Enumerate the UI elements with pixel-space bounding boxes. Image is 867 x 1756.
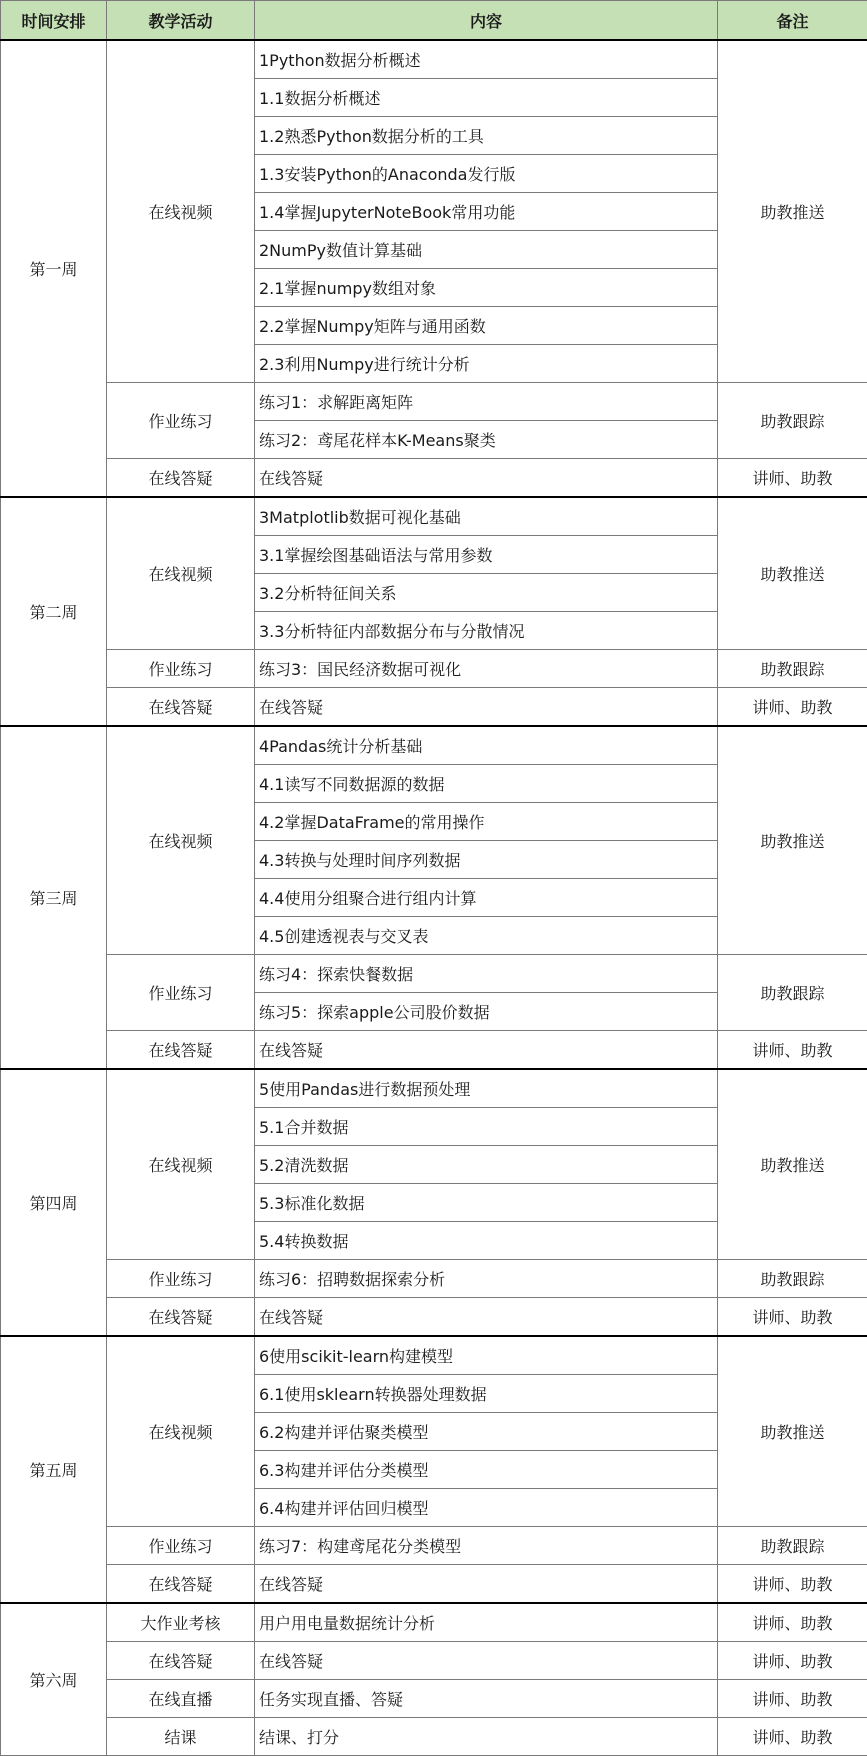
content-cell: 练习4：探索快餐数据: [255, 955, 718, 993]
note-cell: 助教推送: [718, 40, 867, 383]
table-row: [1, 1031, 867, 1070]
content-cell: 6.2构建并评估聚类模型: [255, 1413, 718, 1451]
content-cell: 5.1合并数据: [255, 1108, 718, 1146]
note-cell: 讲师、助教: [718, 688, 867, 727]
activity-cell: 作业练习: [107, 955, 255, 1031]
note-cell: 助教跟踪: [718, 383, 867, 459]
table-body: [1, 40, 867, 1756]
content-cell: 3.2分析特征间关系: [255, 574, 718, 612]
table-header: [1, 1, 867, 41]
content-cell: 1.3安装Python的Anaconda发行版: [255, 155, 718, 193]
content-cell: 练习5：探索apple公司股价数据: [255, 993, 718, 1031]
table-row: [1, 1603, 867, 1642]
table-row: [1, 1298, 867, 1337]
content-cell: 4.3转换与处理时间序列数据: [255, 841, 718, 879]
table-row: [1, 688, 867, 727]
activity-cell: 结课: [107, 1718, 255, 1756]
note-cell: 讲师、助教: [718, 1565, 867, 1604]
content-cell: 在线答疑: [255, 1298, 718, 1337]
content-cell: 任务实现直播、答疑: [255, 1680, 718, 1718]
note-cell: 讲师、助教: [718, 1298, 867, 1337]
content-cell: 结课、打分: [255, 1718, 718, 1756]
content-cell: 5.4转换数据: [255, 1222, 718, 1260]
content-cell: 4.2掌握DataFrame的常用操作: [255, 803, 718, 841]
note-cell: 讲师、助教: [718, 1603, 867, 1642]
activity-cell: 作业练习: [107, 383, 255, 459]
content-cell: 练习6：招聘数据探索分析: [255, 1260, 718, 1298]
content-cell: 4Pandas统计分析基础: [255, 726, 718, 765]
content-cell: 3.3分析特征内部数据分布与分散情况: [255, 612, 718, 650]
note-cell: 助教跟踪: [718, 955, 867, 1031]
header-note: 备注: [718, 1, 867, 41]
activity-cell: 在线答疑: [107, 1298, 255, 1337]
content-cell: 练习1：求解距离矩阵: [255, 383, 718, 421]
content-cell: 6.4构建并评估回归模型: [255, 1489, 718, 1527]
note-cell: 助教推送: [718, 1069, 867, 1260]
note-cell: 助教推送: [718, 497, 867, 650]
note-cell: 讲师、助教: [718, 459, 867, 498]
activity-cell: 在线视频: [107, 497, 255, 650]
content-cell: 练习2：鸢尾花样本K-Means聚类: [255, 421, 718, 459]
note-cell: 讲师、助教: [718, 1718, 867, 1756]
note-cell: 助教跟踪: [718, 1527, 867, 1565]
activity-cell: 在线答疑: [107, 459, 255, 498]
content-cell: 5使用Pandas进行数据预处理: [255, 1069, 718, 1108]
content-cell: 2.3利用Numpy进行统计分析: [255, 345, 718, 383]
table-row: [1, 459, 867, 498]
content-cell: 4.5创建透视表与交叉表: [255, 917, 718, 955]
content-cell: 5.3标准化数据: [255, 1184, 718, 1222]
activity-cell: 在线视频: [107, 1069, 255, 1260]
table-row: [1, 1718, 867, 1756]
activity-cell: 在线答疑: [107, 1565, 255, 1604]
content-cell: 1.4掌握JupyterNoteBook常用功能: [255, 193, 718, 231]
activity-cell: 在线答疑: [107, 1031, 255, 1070]
note-cell: 助教推送: [718, 726, 867, 955]
content-cell: 6.3构建并评估分类模型: [255, 1451, 718, 1489]
week-label: 第三周: [1, 726, 107, 1069]
table-row: [1, 1642, 867, 1680]
content-cell: 1.2熟悉Python数据分析的工具: [255, 117, 718, 155]
table-row: [1, 955, 867, 993]
content-cell: 在线答疑: [255, 1565, 718, 1604]
activity-cell: 在线直播: [107, 1680, 255, 1718]
table-row: [1, 1069, 867, 1108]
content-cell: 在线答疑: [255, 688, 718, 727]
content-cell: 2.2掌握Numpy矩阵与通用函数: [255, 307, 718, 345]
table-row: [1, 1565, 867, 1604]
content-cell: 在线答疑: [255, 459, 718, 498]
note-cell: 助教跟踪: [718, 650, 867, 688]
content-cell: 练习3：国民经济数据可视化: [255, 650, 718, 688]
note-cell: 讲师、助教: [718, 1031, 867, 1070]
table-row: [1, 497, 867, 536]
week-label: 第五周: [1, 1336, 107, 1603]
table-row: [1, 726, 867, 765]
content-cell: 6.1使用sklearn转换器处理数据: [255, 1375, 718, 1413]
week-label: 第六周: [1, 1603, 107, 1756]
content-cell: 练习7：构建鸢尾花分类模型: [255, 1527, 718, 1565]
table-row: [1, 383, 867, 421]
table-row: [1, 1527, 867, 1565]
content-cell: 3.1掌握绘图基础语法与常用参数: [255, 536, 718, 574]
content-cell: 2.1掌握numpy数组对象: [255, 269, 718, 307]
content-cell: 用户用电量数据统计分析: [255, 1603, 718, 1642]
week-label: 第二周: [1, 497, 107, 726]
table-row: [1, 1680, 867, 1718]
content-cell: 3Matplotlib数据可视化基础: [255, 497, 718, 536]
content-cell: 2NumPy数值计算基础: [255, 231, 718, 269]
table-row: [1, 1336, 867, 1375]
content-cell: 4.1读写不同数据源的数据: [255, 765, 718, 803]
header-time: 时间安排: [1, 1, 107, 41]
activity-cell: 作业练习: [107, 650, 255, 688]
activity-cell: 在线答疑: [107, 688, 255, 727]
content-cell: 4.4使用分组聚合进行组内计算: [255, 879, 718, 917]
activity-cell: 作业练习: [107, 1527, 255, 1565]
table-row: [1, 40, 867, 79]
content-cell: 1.1数据分析概述: [255, 79, 718, 117]
activity-cell: 作业练习: [107, 1260, 255, 1298]
content-cell: 5.2清洗数据: [255, 1146, 718, 1184]
note-cell: 助教推送: [718, 1336, 867, 1527]
header-row: [1, 1, 867, 41]
header-content: 内容: [255, 1, 718, 41]
header-activity: 教学活动: [107, 1, 255, 41]
table-row: [1, 650, 867, 688]
activity-cell: 在线答疑: [107, 1642, 255, 1680]
note-cell: 讲师、助教: [718, 1680, 867, 1718]
content-cell: 在线答疑: [255, 1642, 718, 1680]
activity-cell: 在线视频: [107, 1336, 255, 1527]
content-cell: 6使用scikit-learn构建模型: [255, 1336, 718, 1375]
content-cell: 1Python数据分析概述: [255, 40, 718, 79]
note-cell: 助教跟踪: [718, 1260, 867, 1298]
activity-cell: 大作业考核: [107, 1603, 255, 1642]
activity-cell: 在线视频: [107, 726, 255, 955]
week-label: 第一周: [1, 40, 107, 497]
content-cell: 在线答疑: [255, 1031, 718, 1070]
table-row: [1, 1260, 867, 1298]
note-cell: 讲师、助教: [718, 1642, 867, 1680]
week-label: 第四周: [1, 1069, 107, 1336]
activity-cell: 在线视频: [107, 40, 255, 383]
